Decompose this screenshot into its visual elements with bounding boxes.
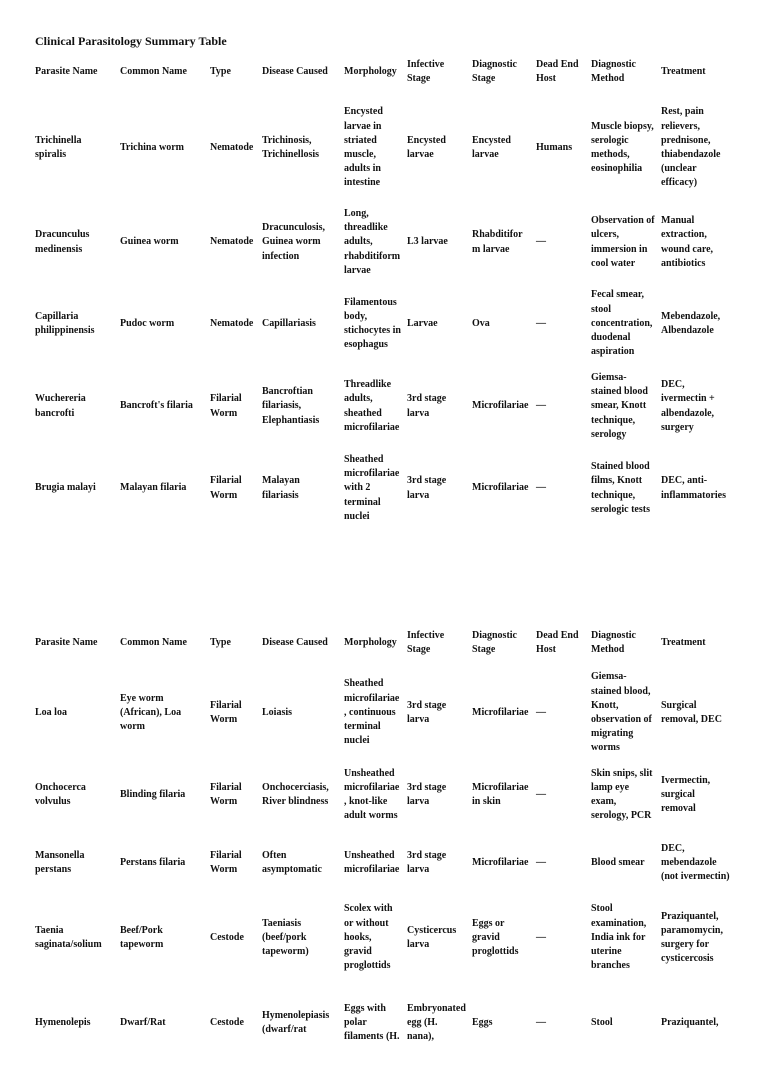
table-cell: Trichinosis, Trichinellosis — [262, 134, 320, 160]
table-cell: Unsheathed microfilariae — [344, 849, 400, 875]
table-cell: Rhabditifor m larvae — [472, 229, 523, 255]
table-cell: 3rd stage larva — [407, 475, 447, 501]
parasitology-table-1 — [32, 51, 734, 530]
table-row — [32, 282, 734, 366]
table-cell: Encysted larvae — [472, 134, 511, 160]
column-header: Dead End Host — [536, 629, 579, 655]
table-cell: Threadlike adults, sheathed microfilariae — [344, 379, 400, 433]
table-cell: — — [536, 317, 546, 329]
table-cell: Giemsa-stained blood smear, Knott technique, serology — [591, 371, 648, 440]
table-row — [32, 93, 734, 203]
table-cell: Onchocerca volvulus — [35, 781, 86, 807]
table-cell: — — [536, 856, 546, 868]
table-cell: Encysted larvae in striated muscle, adults in intestine — [344, 106, 383, 189]
table-cell: 3rd stage larva — [407, 699, 447, 725]
table-cell: Unsheathed microfilariae, knot-like adult worms — [344, 767, 400, 822]
table-cell: 3rd stage larva — [407, 849, 447, 875]
table-cell: Filarial Worm — [210, 393, 242, 419]
table-cell: Manual extraction, wound care, antibiotics — [661, 215, 714, 269]
table-cell: — — [536, 236, 546, 248]
column-header: Dead End Host — [536, 58, 579, 84]
table-cell: Embryonated egg (H. nana), — [407, 1002, 466, 1043]
table-cell: Cestode — [210, 931, 244, 943]
column-header: Common Name — [120, 636, 187, 648]
table-cell: Fecal smear, stool concentration, duodenal aspiration — [591, 289, 653, 358]
table-cell: Microfilariae in skin — [472, 781, 529, 807]
table-cell: Mebendazole, Albendazole — [661, 310, 721, 336]
table-row — [32, 203, 734, 282]
table-cell: Stained blood films, Knott technique, serologic tests — [591, 461, 650, 515]
column-header: Infective Stage — [407, 629, 445, 655]
table-row — [32, 664, 734, 762]
table-cell: Hymenolepiasis (dwarf/rat — [262, 1009, 330, 1035]
table-cell: Perstans filaria — [120, 856, 186, 868]
table-cell: Ova — [472, 317, 490, 329]
table-cell: Bancroftian filariasis, Elephantiasis — [262, 386, 320, 426]
table-cell: Malayan filaria — [120, 482, 187, 494]
table-cell: Cestode — [210, 1016, 244, 1028]
column-header: Parasite Name — [35, 636, 98, 648]
table-cell: Giemsa-stained blood, Knott, observation of migrating worms — [591, 671, 652, 754]
table-cell: Praziquantel, paramomycin, surgery for cysticercosis — [661, 910, 723, 965]
table-cell: Guinea worm — [120, 236, 179, 248]
table-cell: Trichina worm — [120, 141, 184, 153]
table-cell: Skin snips, slit lamp eye exam, serology, PCR — [591, 767, 653, 822]
table-cell: Filarial Worm — [210, 475, 242, 501]
table-cell: Filarial Worm — [210, 781, 242, 807]
table-cell: Nematode — [210, 236, 254, 248]
table-cell: DEC, ivermectin + albendazole, surgery — [661, 379, 715, 433]
document-title: Clinical Parasitology Summary Table — [35, 34, 227, 48]
table-cell: Surgical removal, DEC — [661, 699, 722, 725]
table-cell: Filarial Worm — [210, 699, 242, 725]
table-cell: Capillaria philippinensis — [35, 310, 95, 336]
header-row — [32, 622, 734, 664]
table-cell: Beef/Pork tapeworm — [120, 924, 164, 950]
table-cell: Scolex with or without hooks, gravid proglottids — [344, 903, 393, 972]
table-cell: — — [536, 1016, 546, 1028]
table-cell: Humans — [536, 141, 573, 153]
table-cell: Dracunculosis, Guinea worm infection — [262, 222, 326, 262]
table-cell: Often asymptomatic — [262, 849, 322, 875]
table-cell: Taenia saginata/solium — [35, 924, 102, 950]
column-header: Diagnostic Method — [591, 629, 636, 655]
table-cell: Loiasis — [262, 706, 293, 718]
table-cell: Microfilariae — [472, 482, 529, 494]
table-cell: L3 larvae — [407, 236, 448, 248]
parasitology-table-2 — [32, 622, 734, 1068]
column-header: Diagnostic Stage — [472, 629, 517, 655]
column-header: Treatment — [661, 636, 706, 648]
table-cell: Encysted larvae — [407, 134, 446, 160]
table-row — [32, 828, 734, 898]
table-row — [32, 447, 734, 530]
table-cell: Stool — [591, 1016, 613, 1028]
column-header: Infective Stage — [407, 58, 445, 84]
table-cell: Praziquantel, — [661, 1016, 719, 1028]
column-header: Type — [210, 65, 231, 77]
table-cell: Onchocerciasis, River blindness — [262, 781, 329, 807]
column-header: Diagnostic Method — [591, 58, 636, 84]
table-cell: Microfilariae — [472, 400, 529, 412]
column-header: Diagnostic Stage — [472, 58, 517, 84]
table-cell: — — [536, 482, 546, 494]
table-cell: Dwarf/Rat — [120, 1016, 166, 1028]
table-cell: Larvae — [407, 317, 438, 329]
table-row — [32, 978, 734, 1068]
table-cell: Blinding filaria — [120, 788, 186, 800]
column-header: Morphology — [344, 636, 397, 648]
table-cell: — — [536, 931, 546, 943]
table-cell: — — [536, 400, 546, 412]
column-header: Disease Caused — [262, 636, 328, 648]
table-cell: Hymenolepis — [35, 1016, 91, 1028]
column-header: Type — [210, 636, 231, 648]
table-cell: Microfilariae — [472, 856, 529, 868]
table-cell: Eggs or gravid proglottids — [472, 917, 519, 958]
table-cell: Dracunculus medinensis — [35, 229, 90, 255]
table-cell: Pudoc worm — [120, 317, 175, 329]
table-cell: Muscle biopsy, serologic methods, eosinophilia — [591, 120, 654, 175]
column-header: Treatment — [661, 65, 706, 77]
table-cell: Mansonella perstans — [35, 849, 85, 875]
table-cell: 3rd stage larva — [407, 781, 447, 807]
table-cell: Stool examination, India ink for uterine branches — [591, 903, 647, 972]
table-cell: Trichinella spiralis — [35, 134, 82, 160]
table-cell: Capillariasis — [262, 317, 316, 329]
table-cell: Eggs with polar filaments (H. — [344, 1002, 400, 1043]
table-cell: Nematode — [210, 317, 254, 329]
table-cell: Loa loa — [35, 706, 67, 718]
column-header: Disease Caused — [262, 65, 328, 77]
table-cell: DEC, mebendazole (not ivermectin) — [661, 842, 730, 883]
table-cell: Rest, pain relievers, prednisone, thiabendazole (unclear efficacy) — [661, 106, 721, 189]
table-cell: Cysticercus larva — [407, 924, 457, 950]
table-cell: Filarial Worm — [210, 849, 242, 875]
table-cell: Ivermectin, surgical removal — [661, 774, 711, 815]
table-cell: Eye worm (African), Loa worm — [120, 692, 182, 733]
table-cell: Observation of ulcers, immersion in cool water — [591, 215, 655, 269]
table-cell: Microfilariae — [472, 706, 529, 718]
table-cell: Sheathed microfilariae with 2 terminal nuclei — [344, 453, 400, 522]
table-cell: Wuchereria bancrofti — [35, 393, 86, 419]
table-cell: Nematode — [210, 141, 254, 153]
table-row — [32, 366, 734, 447]
header-row — [32, 51, 734, 93]
table-cell: Malayan filariasis — [262, 475, 300, 501]
table-cell: Long, threadlike adults, rhabditiform larvae — [344, 207, 401, 276]
table-cell: Filamentous body, stichocytes in esophagus — [344, 296, 401, 351]
table-cell: 3rd stage larva — [407, 393, 447, 419]
column-header: Parasite Name — [35, 65, 98, 77]
table-cell: DEC, anti-inflammatories — [661, 475, 726, 501]
table-cell: Taeniasis (beef/pork tapeworm) — [262, 917, 309, 958]
column-header: Common Name — [120, 65, 187, 77]
table-cell: — — [536, 706, 546, 718]
table-cell: — — [536, 788, 546, 800]
table-row — [32, 898, 734, 978]
table-cell: Bancroft's filaria — [120, 400, 193, 412]
table-cell: Eggs — [472, 1016, 493, 1028]
table-row — [32, 762, 734, 828]
table-cell: Blood smear — [591, 856, 645, 868]
table-cell: Sheathed microfilariae, continuous terminal nuclei — [344, 678, 400, 747]
table-cell: Brugia malayi — [35, 482, 96, 494]
column-header: Morphology — [344, 65, 397, 77]
